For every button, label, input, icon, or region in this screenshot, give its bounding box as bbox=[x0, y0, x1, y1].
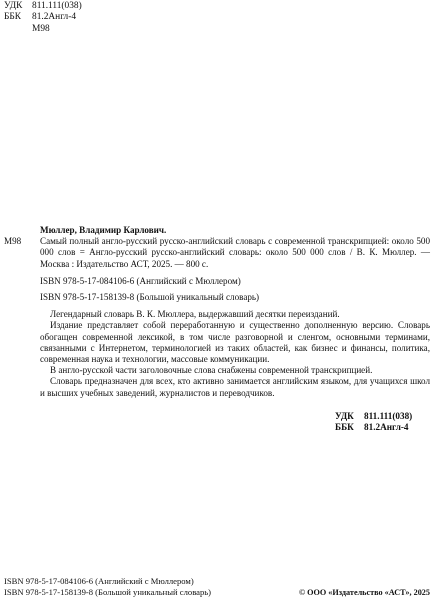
lower-classification bbox=[335, 411, 412, 434]
footer-isbns bbox=[4, 576, 211, 599]
abstract bbox=[4, 309, 430, 399]
udk-code: 811.111(038) bbox=[32, 1, 82, 11]
bbk-code: 81.2Англ-4 bbox=[364, 422, 409, 433]
cutter-mark: М98 bbox=[4, 236, 22, 247]
abstract-paragraph: Легендарный словарь В. К. Мюллера, выдержавший десятки переизданий. bbox=[50, 309, 340, 320]
bbk-label: ББК bbox=[335, 422, 354, 433]
isbn-line: ISBN 978-5-17-084106-6 (Английский с Мюллером) bbox=[40, 275, 241, 286]
cutter-row bbox=[4, 24, 82, 35]
bbk-label: ББК bbox=[4, 12, 22, 23]
header-classification bbox=[4, 1, 82, 35]
footer-isbn-line: ISBN 978-5-17-084106-6 (Английский с Мюллером) bbox=[4, 576, 194, 586]
author-heading: Мюллер, Владимир Карлович. bbox=[40, 225, 167, 235]
udk-row bbox=[4, 1, 82, 12]
isbn-line: ISBN 978-5-17-158139-8 (Большой уникальный словарь) bbox=[40, 292, 260, 303]
abstract-paragraph: Издание представляет собой переработанную и существенно дополненную версию. Словарь обогащен современной лексикой, в том числе разговорной и сленгом, основными терминами, связанными с Интернетом, терминологией из таких областей, как бизнес и финансы, политика, современная наука и технологии, массовые коммуникации. bbox=[40, 320, 430, 365]
bibliographic-card bbox=[4, 225, 430, 399]
udk-label: УДК bbox=[4, 1, 23, 11]
cutter-code: М98 bbox=[32, 23, 50, 34]
udk-code: 811.111(038) bbox=[364, 411, 413, 421]
abstract-paragraph: Словарь предназначен для всех, кто активно занимается английским языком, для учащихся школ и высших учебных заведений, журналистов и переводчиков. bbox=[40, 376, 430, 398]
footer-isbn-line: ISBN 978-5-17-158139-8 (Большой уникальный словарь) bbox=[4, 587, 212, 598]
bibliographic-description bbox=[4, 236, 430, 270]
copyright-notice: © ООО «Издательство «АСТ», 2025 bbox=[298, 588, 430, 597]
bbk-row bbox=[335, 422, 412, 433]
udk-row bbox=[335, 411, 412, 422]
bbk-code: 81.2Англ-4 bbox=[32, 12, 77, 23]
bbk-row bbox=[4, 12, 82, 23]
abstract-paragraph: В англо-русской части заголовочные слова снабжены современной транскрипцией. bbox=[50, 365, 373, 376]
udk-label: УДК bbox=[335, 411, 354, 421]
description-text: Самый полный англо-русский русско-английский словарь с современной транскрипцией: около 500 000 слов = Англо-русский русско-английский словарь: около 500 000 слов / В. К. Мюллер. — Москва : Издательство АСТ, 2025. — 800 с. bbox=[40, 236, 430, 269]
